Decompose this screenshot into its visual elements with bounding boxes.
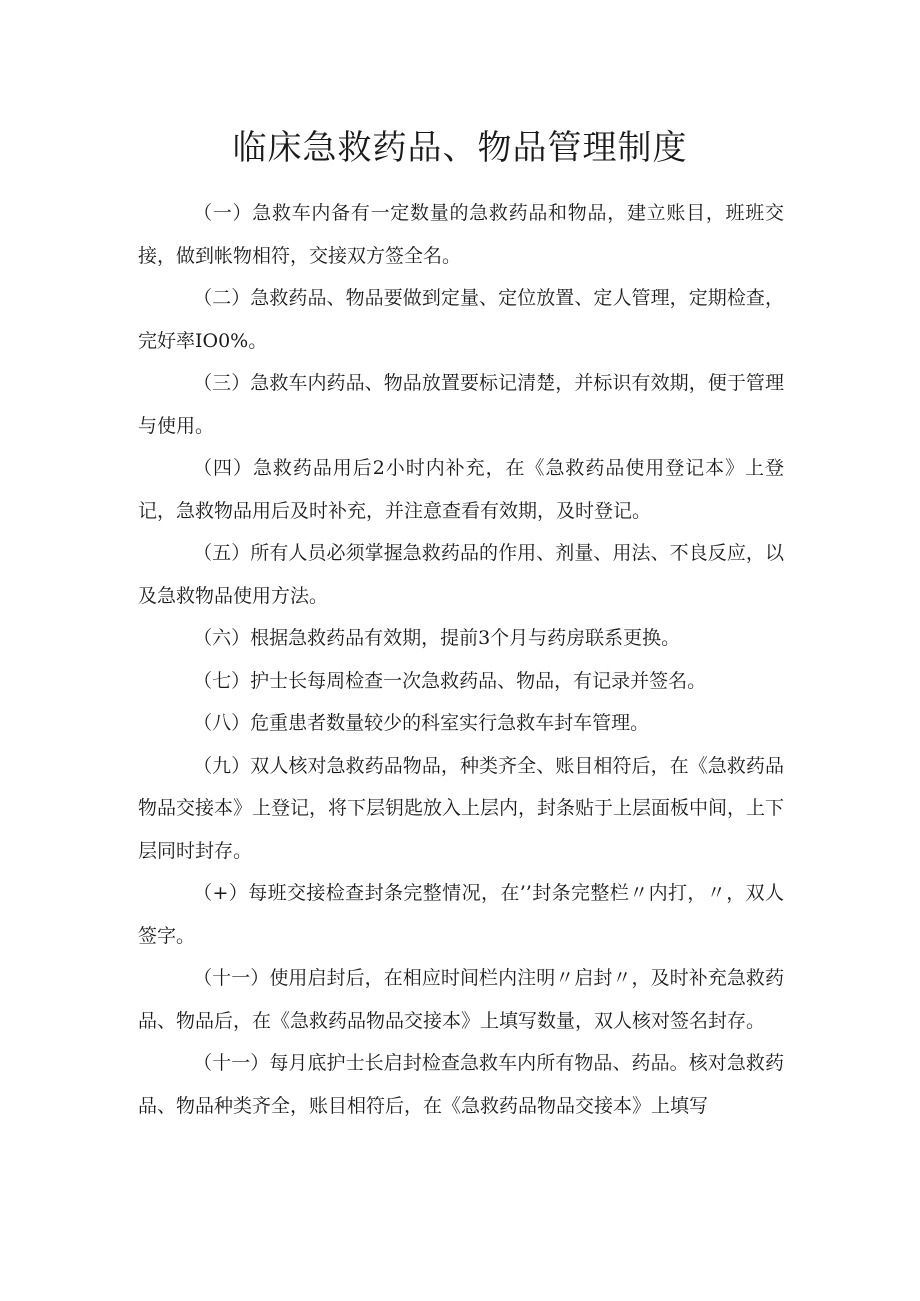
paragraph-7: （七）护士长每周检查一次急救药品、物品，有记录并签名。 [193,669,707,692]
paragraph-1: （一）急救车内备有一定数量的急救药品和物品，建立账目，班班交接，做到帐物相符，交接双方签全名。 [138,202,784,267]
document-body [138,192,784,1127]
paragraph-8: （八）危重患者数量较少的科室实行急救车封车管理。 [193,712,650,734]
paragraph-4: （四）急救药品用后2小时内补充，在《急救药品使用登记本》上登记，急救物品用后及时补充，并注意查看有效期，及时登记。 [138,457,784,522]
paragraph-3: （三）急救车内药品、物品放置要标记清楚，并标识有效期，便于管理与使用。 [138,372,784,437]
paragraph-10: （+）每班交接检查封条完整情况，在’’封条完整栏〃内打，〃，双人签字。 [138,882,784,947]
document-title: 临床急救药品、物品管理制度 [232,128,688,168]
paragraph-9: （九）双人核对急救药品物品，种类齐全、账目相符后，在《急救药品物品交接本》上登记，将下层钥匙放入上层内，封条贴于上层面板中间，上下层同时封存。 [138,754,785,862]
paragraph-5: （五）所有人员必须掌握急救药品的作用、剂量、用法、不良反应，以及急救物品使用方法。 [138,542,784,607]
paragraph-12: （十一）每月底护士长启封检查急救车内所有物品、药品。核对急救药品、物品种类齐全，账目相符后，在《急救药品物品交接本》上填写 [138,1052,784,1117]
paragraph-2: （二）急救药品、物品要做到定量、定位放置、定人管理，定期检查，完好率IO0%。 [138,287,784,352]
paragraph-11: （十一）使用启封后，在相应时间栏内注明〃启封〃，及时补充急救药品、物品后，在《急救药品物品交接本》上填写数量，双人核对签名封存。 [138,967,784,1032]
paragraph-6: （六）根据急救药品有效期，提前3个月与药房联系更换。 [193,627,681,649]
